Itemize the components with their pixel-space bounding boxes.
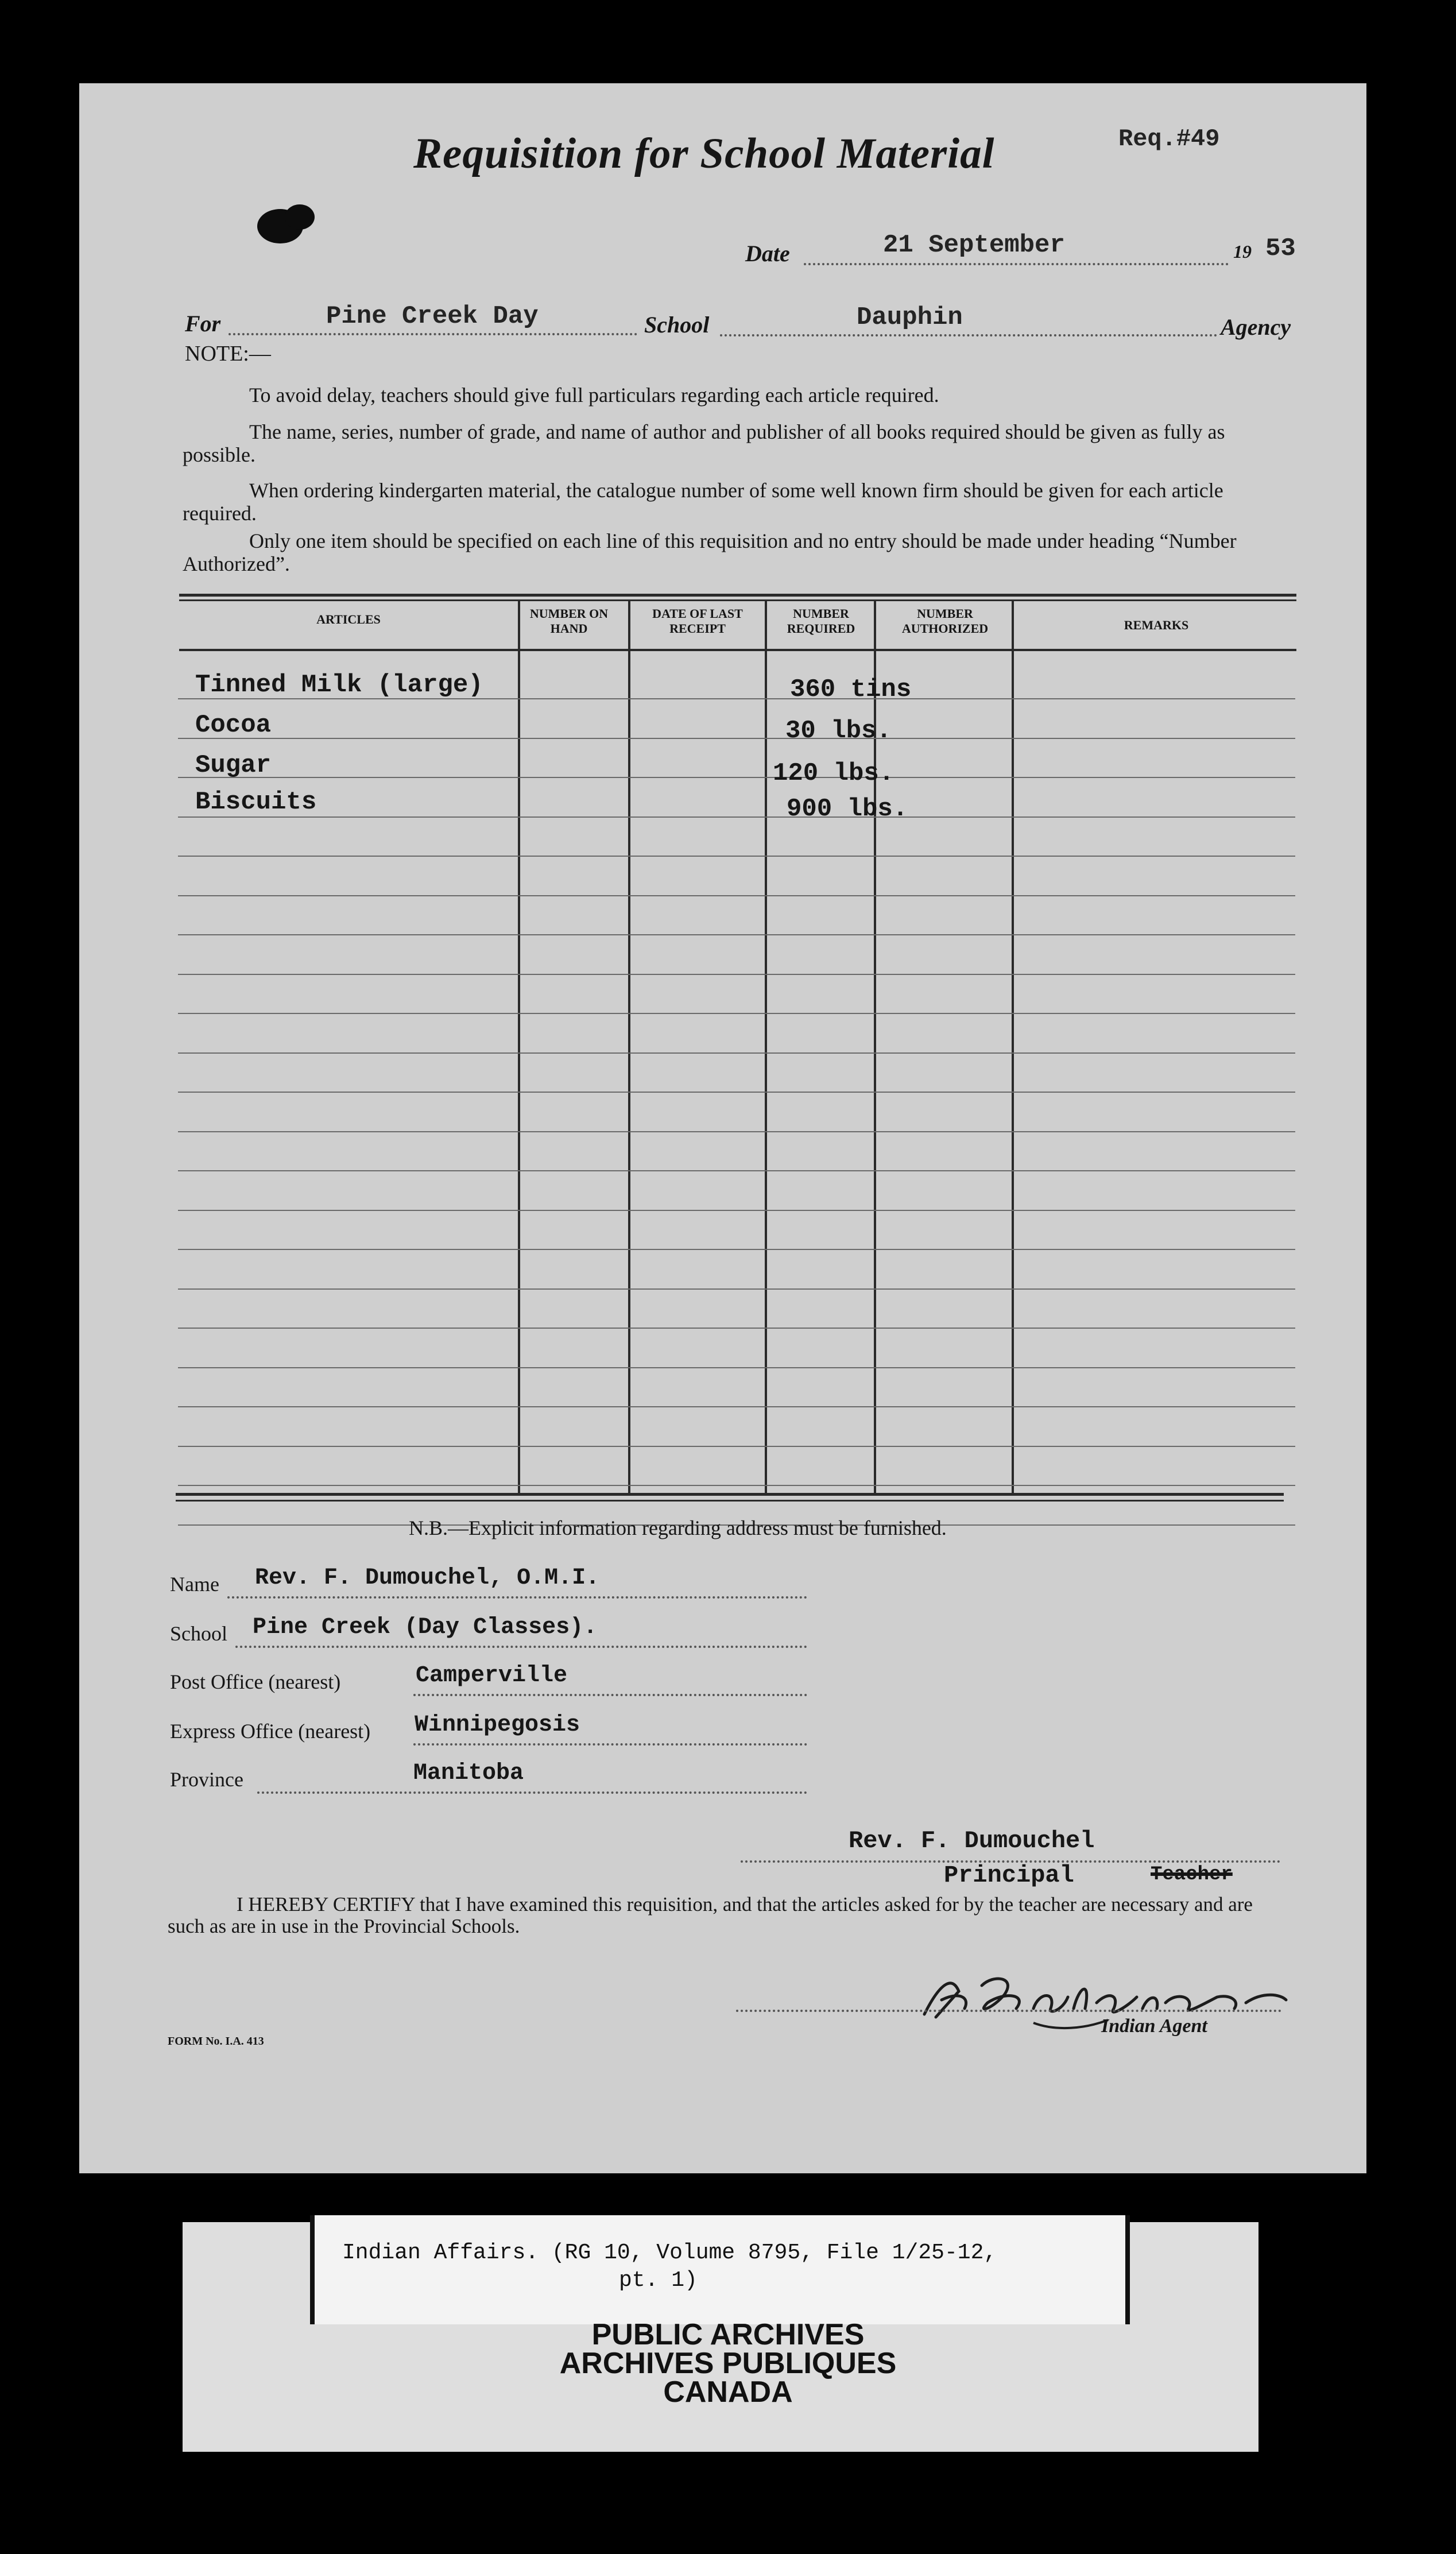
row-4-article: Biscuits (195, 788, 317, 816)
table-header-rule (179, 649, 1296, 651)
teacher-signature: Rev. F. Dumouchel (849, 1827, 1095, 1855)
archive-reference-box (310, 2215, 1130, 2324)
province-value: Manitoba (413, 1760, 524, 1786)
express-office-value: Winnipegosis (415, 1712, 580, 1738)
column-divider (1012, 601, 1014, 1493)
note-4: Only one item should be specified on each line of this requisition and no entry should be made under heading “Number Authorized”. (183, 529, 1237, 575)
header-articles: ARTICLES (316, 612, 381, 626)
form-title: Requisition for School Material (413, 130, 995, 177)
agency-label: Agency (1221, 314, 1291, 340)
table-bottom-rule-2 (176, 1500, 1284, 1502)
note-1: To avoid delay, teachers should give full particulars regarding each article required. (249, 384, 939, 407)
row-2-required: 30 lbs. (785, 717, 892, 745)
ink-blot (253, 200, 322, 246)
table-row-line (178, 1131, 1295, 1132)
agent-signature-line (736, 2010, 1281, 2012)
row-2-article: Cocoa (195, 711, 272, 740)
year-suffix: 53 (1265, 234, 1296, 263)
archive-reference-line-2: pt. 1) (619, 2268, 698, 2293)
table-top-rule-2 (179, 599, 1296, 601)
table-row-line (178, 1210, 1295, 1211)
row-1-required: 360 tins (790, 675, 912, 704)
header-number-required: NUMBER REQUIRED (787, 606, 855, 636)
table-row-line (178, 1485, 1295, 1486)
header-remarks: REMARKS (1124, 618, 1189, 632)
table-top-rule (179, 594, 1296, 597)
note-2: The name, series, number of grade, and name of author and publisher of all books required should be given as fully as possible. (183, 420, 1225, 466)
province-label: Province (170, 1768, 243, 1791)
table-row-line (178, 1328, 1295, 1329)
date-line (804, 263, 1229, 265)
table-row-line (178, 1367, 1295, 1368)
table-row-line (178, 738, 1295, 739)
name-line (227, 1596, 807, 1599)
note-label: NOTE:— (185, 342, 271, 366)
table-row-line (178, 1170, 1295, 1171)
teacher-title-struck: Teacher (1151, 1864, 1233, 1886)
post-office-value: Camperville (416, 1663, 568, 1689)
agent-title: Indian Agent (1101, 2015, 1207, 2037)
school-label: School (644, 312, 710, 338)
table-row-line (178, 1249, 1295, 1250)
column-divider (518, 601, 520, 1493)
table-row-line (178, 1092, 1295, 1093)
table-row-line (178, 1288, 1295, 1290)
school-address-value: Pine Creek (Day Classes). (253, 1615, 598, 1640)
agency-value: Dauphin (857, 303, 963, 332)
year-prefix: 19 (1233, 241, 1252, 262)
for-value: Pine Creek Day (326, 302, 539, 331)
archives-line-3: CANADA (663, 2375, 793, 2409)
table-row-line (178, 816, 1295, 818)
table-row-line (178, 1052, 1295, 1054)
nb-note: N.B.—Explicit information regarding address must be furnished. (409, 1516, 947, 1539)
for-label: For (185, 311, 221, 336)
column-divider (628, 601, 630, 1493)
column-divider (765, 601, 767, 1493)
form-number: FORM No. I.A. 413 (168, 2035, 264, 2048)
school-line (235, 1646, 807, 1648)
row-4-required: 900 lbs. (787, 795, 908, 823)
table-row-line (178, 934, 1295, 935)
archives-line-1: PUBLIC ARCHIVES (591, 2318, 865, 2351)
archive-reference-line-1: Indian Affairs. (RG 10, Volume 8795, File 1/25-12, (342, 2240, 997, 2265)
teacher-title: Principal (944, 1862, 1074, 1889)
table-row-line (178, 1446, 1295, 1447)
province-line (257, 1791, 807, 1794)
requisition-number: Req.#49 (1118, 125, 1220, 153)
table-row-line (178, 1406, 1295, 1407)
express-office-line (413, 1743, 807, 1746)
agency-line (720, 334, 1217, 336)
express-office-label: Express Office (nearest) (170, 1720, 371, 1743)
table-row-line (178, 777, 1295, 778)
row-1-article: Tinned Milk (large) (195, 671, 483, 699)
table-row-line (178, 974, 1295, 975)
header-date-last-receipt: DATE OF LAST RECEIPT (652, 606, 743, 636)
row-3-required: 120 lbs. (773, 759, 894, 788)
certify-text: I HEREBY CERTIFY that I have examined this requisition, and that the articles asked for by the teacher are necessary and are such as are in use in the Provincial Schools. (168, 1893, 1253, 1937)
table-row-line (178, 856, 1295, 857)
note-3: When ordering kindergarten material, the catalogue number of some well known firm should be given for each article required. (183, 479, 1223, 525)
row-3-article: Sugar (195, 751, 272, 780)
table-bottom-rule (176, 1493, 1284, 1496)
name-value: Rev. F. Dumouchel, O.M.I. (255, 1565, 600, 1591)
header-number-authorized: NUMBER AUTHORIZED (901, 606, 989, 636)
for-line (229, 333, 637, 335)
header-number-on-hand: NUMBER ON HAND (529, 606, 609, 636)
table-row-line (178, 1013, 1295, 1014)
name-label: Name (170, 1573, 219, 1596)
archives-line-2: ARCHIVES PUBLIQUES (559, 2347, 897, 2380)
table-row-line (178, 895, 1295, 896)
date-label: Date (745, 241, 790, 266)
school-address-label: School (170, 1622, 228, 1645)
post-office-label: Post Office (nearest) (170, 1670, 341, 1693)
post-office-line (413, 1694, 807, 1696)
date-value: 21 September (883, 231, 1065, 260)
